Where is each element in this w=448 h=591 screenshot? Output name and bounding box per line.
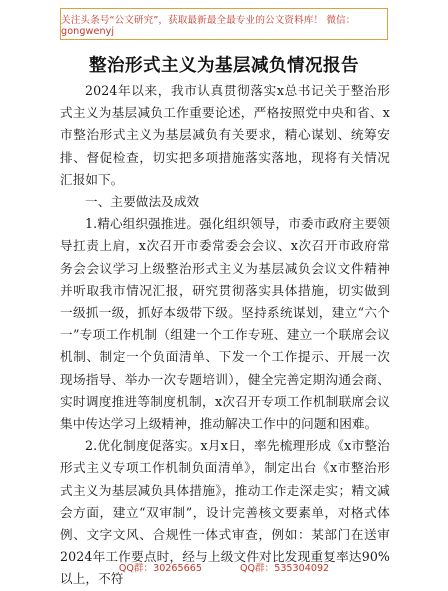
- intro-paragraph: 2024年以来，我市认真贯彻落实x总书记关于整治形式主义为基层减负工作重要论述，严格按照党中央和省、x市整治形式主义为基层减负有关要求，精心谋划、统筹安排、督促检查，切实把多项措施落实落地，现将有关情况汇报如下。: [60, 83, 390, 187]
- banner-text: 关注头条号“公文研究”，获取最新最全最专业的公文资料库！ 微信：gongwenyj: [61, 14, 356, 37]
- section-heading: 一、主要做法及成效: [85, 194, 200, 210]
- body-paragraph-1: 1.精心组织强推进。强化组织领导，市委市政府主要领导扛责上肩，x次召开市委常委会会议、x次召开市政府常务会会议学习上级整治形式主义为基层减负会议文件精神并听取我市情况汇报，研究贯彻落实具体措施，切实做到一级抓一级，抓好本级带下级。坚持系统谋划，建立“六个一”专项工作机制（组建一个工作专班、建立一个联席会议机制、制定一个负面清单、下发一个工作提示、开展一次现场指导、举办一次专题培训），健全完善定期沟通会商、实时调度推进等制度机制，x次召开专项工作机制联席会议集中传达学习上级精神，推动解决工作中的问题和困难。: [60, 216, 390, 432]
- footer-qq-group-1: QQ群：30265665: [118, 563, 202, 574]
- body-paragraph-2: 2.优化制度促落实。x月x日，率先梳理形成《x市整治形式主义专项工作机制负面清单》，制定出台《x市整治形式主义为基层减负具体措施》，推动工作走深走实；精文减会方面，建立“双审制”，设计完善核文要素单，对格式体例、文字文风、合规性一体式审查，例如：某部门在送审2024年工作要点时，经与上级文件对比发现重复率达90%以上，不符: [60, 438, 390, 587]
- document-title: 整治形式主义为基层减负情况报告: [89, 56, 359, 76]
- document-body: [60, 80, 390, 591]
- footer-qq-group-2: QQ群：535304092: [239, 563, 330, 574]
- header-banner: [60, 8, 388, 40]
- footer: [0, 560, 448, 574]
